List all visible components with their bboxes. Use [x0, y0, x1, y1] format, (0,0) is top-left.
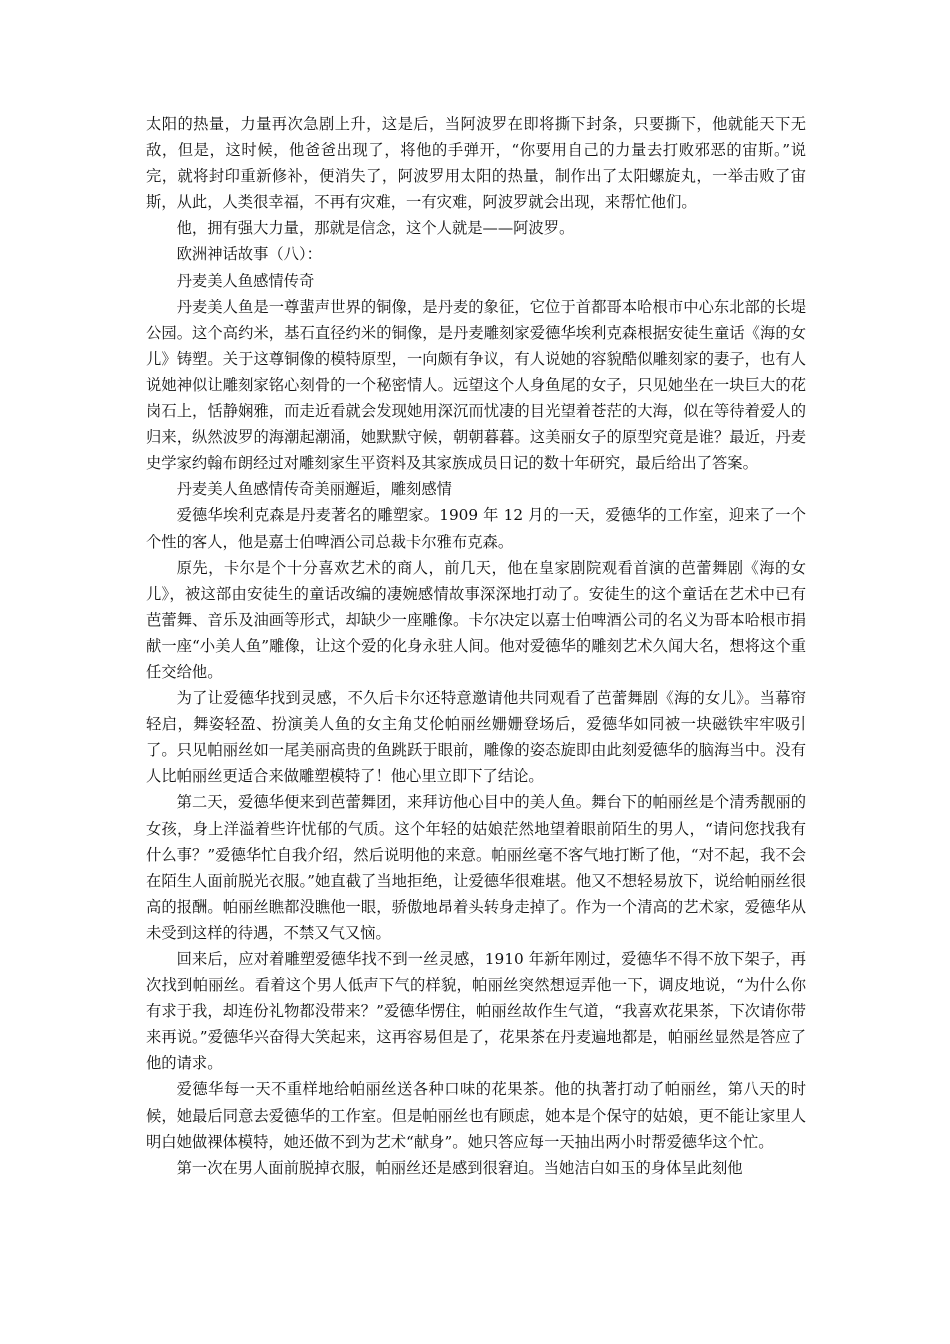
paragraph: 原先，卡尔是个十分喜欢艺术的商人，前几天，他在皇家剧院观看首演的芭蕾舞剧《海的女儿》，被这部由安徒生的童话改编的凄婉感情故事深深地打动了。安徒生的这个童话在艺术中已有芭蕾舞、音乐及油画等形式，却缺少一座雕像。卡尔决定以嘉士伯啤酒公司的名义为哥本哈根市捐献一座“小美人鱼”雕像，让这个爱的化身永驻人间。他对爱德华的雕刻艺术久闻大名，想将这个重任交给他。 — [146, 558, 806, 681]
paragraph: 爱德华每一天不重样地给帕丽丝送各种口味的花果茶。他的执著打动了帕丽丝，第八天的时候，她最后同意去爱德华的工作室。但是帕丽丝也有顾虑，她本是个保守的姑娘，更不能让家里人明白她做裸体模特，她还做不到为艺术“献身”。她只答应每一天抽出两小时帮爱德华这个忙。 — [146, 1080, 806, 1151]
paragraph: 爱德华埃利克森是丹麦著名的雕塑家。1909 年 12 月的一天，爱德华的工作室，迎来了一个个性的客人，他是嘉士伯啤酒公司总裁卡尔雅布克森。 — [146, 506, 806, 551]
section-heading: 丹麦美人鱼感情传奇美丽邂逅，雕刻感情 — [176, 480, 452, 499]
paragraph: 第二天，爱德华便来到芭蕾舞团，来拜访他心目中的美人鱼。舞台下的帕丽丝是个清秀靓丽的女孩，身上洋溢着些许忧郁的气质。这个年轻的姑娘茫然地望着眼前陌生的男人，“请问您找我有什么事？”爱德华忙自我介绍，然后说明他的来意。帕丽丝毫不客气地打断了他，“对不起，我不会在陌生人面前脱光衣服。”她直截了当地拒绝，让爱德华很难堪。他又不想轻易放下，说给帕丽丝很高的报酬。帕丽丝瞧都没瞧他一眼，骄傲地昂着头转身走掉了。作为一个清高的艺术家，爱德华从未受到这样的待遇，不禁又气又恼。 — [146, 793, 806, 942]
paragraph: 丹麦美人鱼是一尊蜚声世界的铜像，是丹麦的象征，它位于首都哥本哈根市中心东北部的长堤公园。这个高约米，基石直径约米的铜像，是丹麦雕刻家爱德华埃利克森根据安徒生童话《海的女儿》铸塑。关于这尊铜像的模特原型，一向颇有争议，有人说她的容貌酷似雕刻家的妻子，也有人说她神似让雕刻家铭心刻骨的一个秘密情人。远望这个人身鱼尾的女子，只见她坐在一块巨大的花岗石上，恬静娴雅，而走近看就会发现她用深沉而忧凄的目光望着苍茫的大海，似在等待着爱人的归来，纵然波罗的海潮起潮涌，她默默守候，朝朝暮暮。这美丽女子的原型究竟是谁？最近，丹麦史学家约翰布朗经过对雕刻家生平资料及其家族成员日记的数十年研究，最后给出了答案。 — [146, 297, 806, 473]
paragraph: 为了让爱德华找到灵感，不久后卡尔还特意邀请他共同观看了芭蕾舞剧《海的女儿》。当幕帘轻启，舞姿轻盈、扮演美人鱼的女主角艾伦帕丽丝姗姗登场后，爱德华如同被一块磁铁牢牢吸引了。只见帕丽丝如一尾美丽高贵的鱼跳跃于眼前，雕像的姿态旋即由此刻爱德华的脑海当中。没有人比帕丽丝更适合来做雕塑模特了！他心里立即下了结论。 — [146, 689, 806, 786]
paragraph: 他，拥有强大力量，那就是信念，这个人就是——阿波罗。 — [176, 219, 575, 238]
section-heading: 丹麦美人鱼感情传奇 — [176, 271, 315, 290]
paragraph: 第一次在男人面前脱掉衣服，帕丽丝还是感到很窘迫。当她洁白如玉的身体呈此刻他 — [176, 1158, 743, 1177]
section-heading: 欧洲神话故事（八）： — [176, 245, 322, 264]
document-body — [146, 111, 806, 1181]
paragraph: 太阳的热量，力量再次急剧上升，这是后，当阿波罗在即将撕下封条，只要撕下，他就能天下无敌，但是，这时候，他爸爸出现了，将他的手弹开，“你要用自己的力量去打败邪恶的宙斯。”说完，就将封印重新修补，便消失了，阿波罗用太阳的热量，制作出了太阳螺旋丸，一举击败了宙斯，从此，人类很幸福，不再有灾难，一有灾难，阿波罗就会出现，来帮忙他们。 — [146, 115, 806, 212]
paragraph: 回来后，应对着雕塑爱德华找不到一丝灵感，1910 年新年刚过，爱德华不得不放下架子，再次找到帕丽丝。看着这个男人低声下气的样貌，帕丽丝突然想逗弄他一下，调皮地说，“为什么你有求于我，却连份礼物都没带来？”爱德华愣住，帕丽丝故作生气道，“我喜欢花果茶，下次请你带来再说。”爱德华兴奋得大笑起来，这再容易但是了，花果茶在丹麦遍地都是，帕丽丝显然是答应了他的请求。 — [146, 950, 806, 1073]
